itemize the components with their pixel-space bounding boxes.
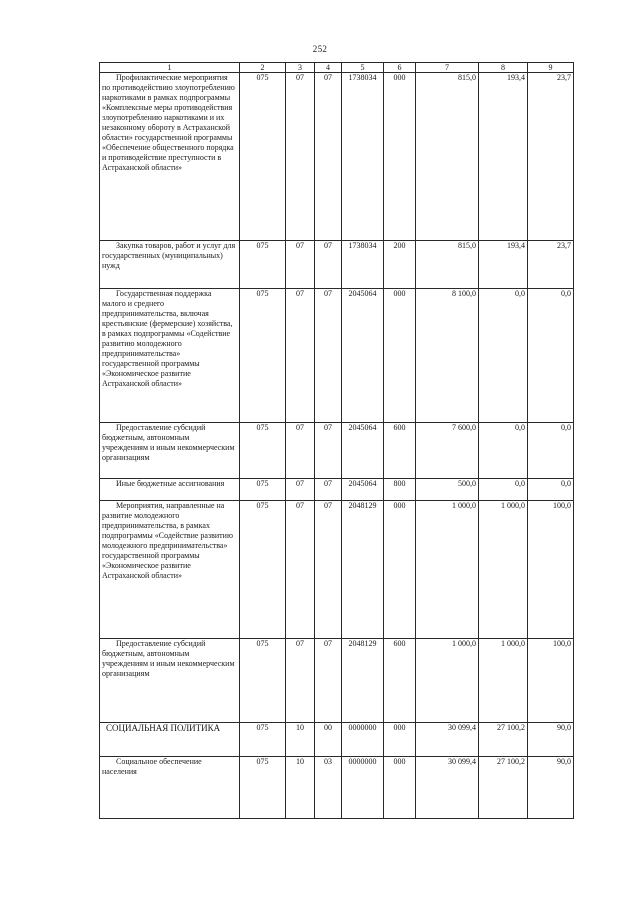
- row-name: Закупка товаров, работ и услуг для государственных (муниципальных) нужд: [102, 241, 236, 270]
- cell-c3: 07: [286, 423, 315, 479]
- cell-c2: 075: [240, 289, 286, 423]
- cell-c4: 07: [315, 479, 342, 501]
- column-header: 1: [100, 63, 240, 73]
- column-header: 9: [528, 63, 574, 73]
- row-name: СОЦИАЛЬНАЯ ПОЛИТИКА: [106, 723, 221, 733]
- row-name-cell: [100, 423, 240, 479]
- cell-c9: 0,0: [528, 423, 574, 479]
- cell-c5: 0000000: [342, 757, 384, 819]
- cell-c8: 27 100,2: [479, 723, 528, 757]
- cell-c9: 100,0: [528, 639, 574, 723]
- cell-c5: 2045064: [342, 423, 384, 479]
- cell-c8: 193,4: [479, 73, 528, 241]
- cell-c4: 07: [315, 289, 342, 423]
- cell-c5: 0000000: [342, 723, 384, 757]
- cell-c3: 07: [286, 639, 315, 723]
- cell-c6: 000: [384, 501, 416, 639]
- row-name: Предоставление субсидий бюджетным, автономным учреждениям и иным некоммерческим организациям: [102, 423, 235, 462]
- cell-c3: 07: [286, 73, 315, 241]
- table-row: [100, 479, 574, 501]
- cell-c5: 2048129: [342, 501, 384, 639]
- cell-c9: 100,0: [528, 501, 574, 639]
- cell-c6: 000: [384, 757, 416, 819]
- table-row: [100, 423, 574, 479]
- cell-c7: 30 099,4: [416, 757, 479, 819]
- row-name-cell: [100, 723, 240, 757]
- column-header: 7: [416, 63, 479, 73]
- cell-c4: 07: [315, 241, 342, 289]
- row-name-cell: [100, 479, 240, 501]
- row-name: Государственная поддержка малого и среднего предпринимательства, включая крестьянские (фермерские) хозяйства, в рамках подпрограммы «Содействие развитию молодежного предпринимательства» государственной программы «Экономическое развитие Астраханской области»: [102, 289, 233, 388]
- table-row: [100, 723, 574, 757]
- cell-c7: 500,0: [416, 479, 479, 501]
- cell-c4: 07: [315, 639, 342, 723]
- cell-c5: 2045064: [342, 289, 384, 423]
- cell-c7: 30 099,4: [416, 723, 479, 757]
- cell-c4: 07: [315, 73, 342, 241]
- cell-c4: 07: [315, 423, 342, 479]
- cell-c9: 0,0: [528, 479, 574, 501]
- row-name: Предоставление субсидий бюджетным, автономным учреждениям и иным некоммерческим организациям: [102, 639, 235, 678]
- cell-c2: 075: [240, 73, 286, 241]
- row-name: Профилактические мероприятия по противодействию злоупотреблению наркотиками в рамках подпрограммы «Комплексные меры противодействия злоупотреблению наркотиками и их незаконному обороту в Астраханской области» государственной программы «Обеспечение общественного порядка и противодействие преступности в Астраханской области»: [102, 73, 235, 172]
- cell-c6: 600: [384, 639, 416, 723]
- table-row: [100, 73, 574, 241]
- cell-c3: 07: [286, 479, 315, 501]
- cell-c9: 23,7: [528, 241, 574, 289]
- cell-c8: 0,0: [479, 479, 528, 501]
- cell-c7: 1 000,0: [416, 639, 479, 723]
- cell-c6: 200: [384, 241, 416, 289]
- cell-c4: 03: [315, 757, 342, 819]
- cell-c8: 0,0: [479, 289, 528, 423]
- row-name: Мероприятия, направленные на развитие молодежного предпринимательства, в рамках подпрограммы «Содействие развитию молодежного предпринимательства» государственной программы «Экономическое развитие Астраханской области»: [102, 501, 233, 580]
- cell-c7: 7 600,0: [416, 423, 479, 479]
- cell-c8: 193,4: [479, 241, 528, 289]
- budget-table: [99, 62, 574, 819]
- cell-c5: 2045064: [342, 479, 384, 501]
- column-header: 6: [384, 63, 416, 73]
- cell-c3: 07: [286, 241, 315, 289]
- cell-c2: 075: [240, 423, 286, 479]
- table-row: [100, 501, 574, 639]
- page-number: 252: [312, 44, 328, 54]
- table-row: [100, 757, 574, 819]
- table-row: [100, 639, 574, 723]
- row-name-cell: [100, 73, 240, 241]
- cell-c6: 000: [384, 73, 416, 241]
- cell-c7: 1 000,0: [416, 501, 479, 639]
- row-name-cell: [100, 241, 240, 289]
- cell-c8: 1 000,0: [479, 501, 528, 639]
- cell-c8: 27 100,2: [479, 757, 528, 819]
- column-header: 3: [286, 63, 315, 73]
- cell-c8: 0,0: [479, 423, 528, 479]
- cell-c2: 075: [240, 479, 286, 501]
- column-header: 2: [240, 63, 286, 73]
- cell-c6: 800: [384, 479, 416, 501]
- cell-c9: 0,0: [528, 289, 574, 423]
- cell-c5: 2048129: [342, 639, 384, 723]
- row-name: Иные бюджетные ассигнования: [116, 479, 225, 488]
- cell-c7: 815,0: [416, 73, 479, 241]
- row-name: Социальное обеспечение населения: [102, 757, 202, 776]
- cell-c6: 000: [384, 723, 416, 757]
- cell-c9: 23,7: [528, 73, 574, 241]
- cell-c4: 07: [315, 501, 342, 639]
- cell-c2: 075: [240, 723, 286, 757]
- column-header: 5: [342, 63, 384, 73]
- row-name-cell: [100, 289, 240, 423]
- cell-c7: 815,0: [416, 241, 479, 289]
- table-row: [100, 241, 574, 289]
- cell-c3: 10: [286, 723, 315, 757]
- row-name-cell: [100, 639, 240, 723]
- cell-c9: 90,0: [528, 723, 574, 757]
- cell-c4: 00: [315, 723, 342, 757]
- column-header: 4: [315, 63, 342, 73]
- cell-c2: 075: [240, 241, 286, 289]
- cell-c3: 07: [286, 289, 315, 423]
- cell-c6: 600: [384, 423, 416, 479]
- cell-c7: 8 100,0: [416, 289, 479, 423]
- cell-c2: 075: [240, 639, 286, 723]
- cell-c6: 000: [384, 289, 416, 423]
- cell-c9: 90,0: [528, 757, 574, 819]
- row-name-cell: [100, 501, 240, 639]
- cell-c2: 075: [240, 501, 286, 639]
- cell-c3: 07: [286, 501, 315, 639]
- cell-c2: 075: [240, 757, 286, 819]
- cell-c5: 1738034: [342, 73, 384, 241]
- row-name-cell: [100, 757, 240, 819]
- table-header-row: [100, 63, 574, 73]
- table-row: [100, 289, 574, 423]
- column-header: 8: [479, 63, 528, 73]
- cell-c5: 1738034: [342, 241, 384, 289]
- cell-c3: 10: [286, 757, 315, 819]
- cell-c8: 1 000,0: [479, 639, 528, 723]
